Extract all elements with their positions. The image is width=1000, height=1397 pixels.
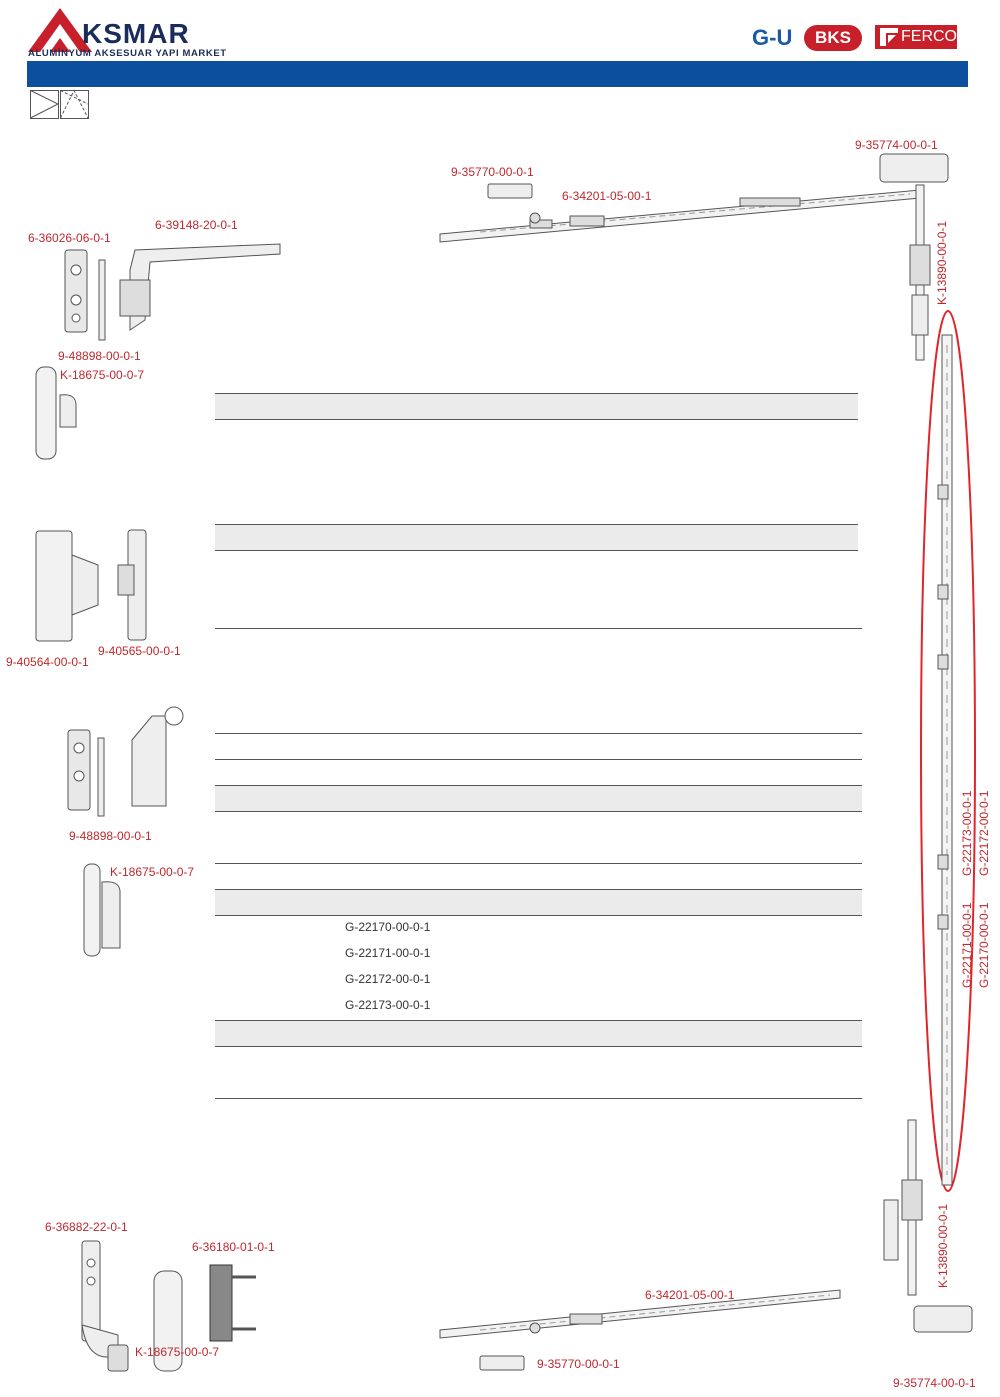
bottom-hinge-drawing [78,1235,278,1385]
window-type-icon [30,90,90,120]
table-divider [215,1098,862,1099]
middle-hinge-drawing [62,710,192,820]
part-label: 6-34201-05-00-1 [645,1288,735,1302]
part-label: K-13890-00-0-1 [936,1203,950,1288]
part-label: K-18675-00-0-7 [135,1345,220,1359]
table-code: G-22173-00-0-1 [345,998,431,1012]
part-label: G-22173-00-0-1 [960,790,974,876]
part-label: 9-40565-00-0-1 [98,644,181,658]
ferco-label: FERCO [875,25,957,49]
part-label: 6-34201-05-00-1 [562,189,652,203]
part-label: 9-35770-00-0-1 [537,1357,620,1371]
striker-plate-drawing [30,525,190,655]
part-label: G-22170-00-0-1 [977,902,991,988]
table-divider [215,863,862,864]
table-header-band [215,889,862,916]
table-divider [215,759,862,760]
part-label: 6-39148-20-0-1 [155,218,238,232]
part-label: 6-36882-22-0-1 [45,1220,128,1234]
brand-tagline: ALUMİNYUM AKSESUAR YAPI MARKET [28,48,227,59]
table-header-band [215,785,862,812]
partner-logo-ferco [875,25,957,49]
brand-logo [28,8,248,60]
table-code: G-22170-00-0-1 [345,920,431,934]
table-divider [215,628,862,629]
table-header-band [215,524,858,551]
table-code: G-22171-00-0-1 [345,946,431,960]
table-header-band [215,1020,862,1047]
brand-name: KSMAR [82,18,190,49]
table-divider [215,733,862,734]
part-label: K-18675-00-0-7 [110,865,195,879]
table-header-band [215,393,858,420]
ferco-mark-icon [880,28,898,46]
partner-logo-bks: BKS [804,25,862,51]
corner-hinge-drawing [55,240,285,350]
part-label: K-18675-00-0-7 [60,368,145,382]
espagnolette-drawing [912,305,992,1205]
part-label: 9-48898-00-0-1 [69,829,152,843]
part-label: G-22171-00-0-1 [960,902,974,988]
header-bar [27,61,968,87]
part-label: 9-40564-00-0-1 [6,655,89,669]
part-label: 9-35770-00-0-1 [451,165,534,179]
part-label: 6-36026-06-0-1 [28,231,111,245]
part-label: K-13890-00-0-1 [935,220,949,305]
part-label: 9-48898-00-0-1 [58,349,141,363]
part-label: 9-35774-00-0-1 [855,138,938,152]
part-label: 6-36180-01-0-1 [192,1240,275,1254]
table-code: G-22172-00-0-1 [345,972,431,986]
partner-logo-gu: G-U [752,25,793,50]
part-label: 9-35774-00-0-1 [893,1376,976,1390]
part-label: G-22172-00-0-1 [977,790,991,876]
